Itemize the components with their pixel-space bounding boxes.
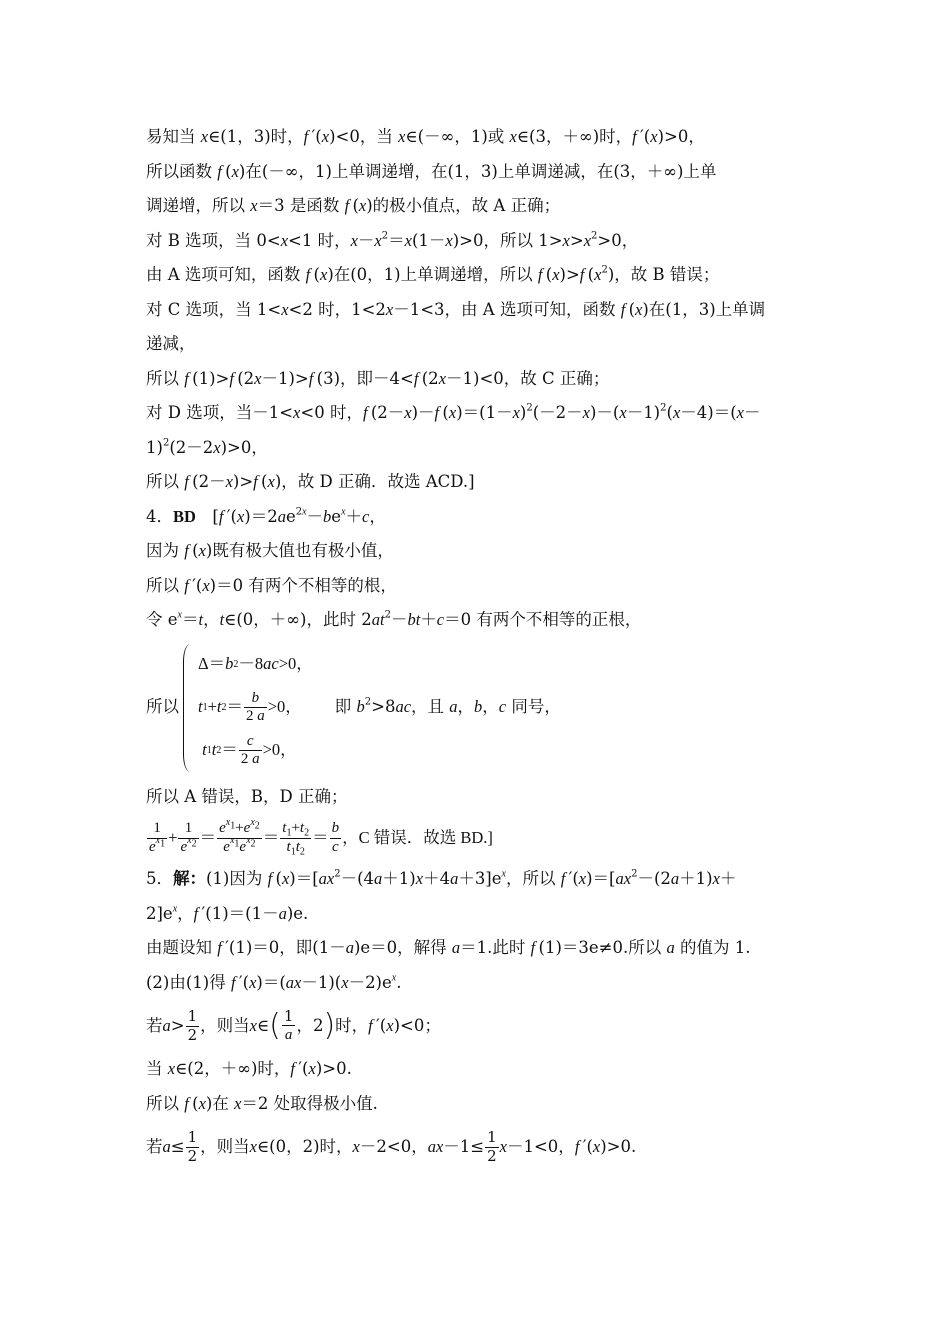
text-line: $2]e^x$，f ′(1)＝(1－a)e. bbox=[146, 903, 309, 923]
fraction-line-tail: ，C 错误．故选 BD.] bbox=[342, 827, 493, 847]
text-line: 递减， bbox=[146, 334, 196, 353]
inequality-system bbox=[146, 644, 811, 772]
question-4-header: 4．BD [f $'(x)=2ae^{2x}-be^x+c$， bbox=[146, 506, 386, 526]
text-line: 由题设知 f ′(1)＝0，即(1－a)e＝0，解得 a＝1.此时 f (1)＝3e≠0.所以 a 的值为 1. bbox=[146, 938, 751, 957]
document-page bbox=[146, 120, 811, 1173]
fraction-line: $\frac{1}{e^{x_1}}$ + $\frac{1}{e^{x_2}}$ ＝ $\frac{e^{x_1}+e^{x_2}}{e^{x_1}e^{x_2}}$ ＝ $\frac{t_1+t_2}{t_1t_2}$ ＝ $\frac{b}{c}$ ，C 错误．故选 BD.] bbox=[149, 816, 493, 857]
text-line: 所以 A 错误，B，D 正确； bbox=[146, 786, 348, 806]
text-line: 所以 f (2－x)>f (x)，故 D 正确．故选 ACD.] bbox=[146, 472, 475, 491]
text-line: 所以 f (1)>f (2x－1)>f (3)，即－4<f (2x－1)<0，故 C 正确； bbox=[146, 368, 610, 388]
solution-label: 解： bbox=[173, 869, 206, 888]
text-line: 由 A 选项可知，函数 f (x)在(0，1)上单调递增，所以 f (x)>f $(x^2)$，故 B 错误； bbox=[146, 264, 720, 284]
text-line: 对 D 选项，当－1<x<0 时，f (2－x)－f $(x)=(1-x)^2(-2-x)-(x-1)^2(x-4)=(x-$ bbox=[146, 402, 761, 422]
discriminant-condition: Δ＝ b 2 －8 ac >0， bbox=[198, 654, 313, 674]
text-line: 因为 f (x)既有极大值也有极小值， bbox=[146, 541, 394, 560]
text-line: 调递增，所以 x＝3 是函数 f (x)的极小值点，故 A 正确； bbox=[146, 196, 561, 215]
question-5-header: 5．解：(1)因为 f $(x)=[ax^2-(4a+1)x+4a+3]e^x$，所以 f $'(x)=[ax^2-(2a+1)x+$ bbox=[146, 868, 737, 888]
text-line: 若 a ≤ $\frac{1}{2}$ ，则当 x ∈(0，2)时， x －2<0， a x －1≤ $\frac{1}{2}$ x －1<0， f ′( x )>0. bbox=[146, 1128, 637, 1165]
text-line: 所以 f (x)在 x＝2 处取得极小值. bbox=[146, 1093, 378, 1113]
text-line: 当 x∈(2，＋∞)时，f ′(x)>0. bbox=[146, 1059, 352, 1078]
product-roots-condition: t 1 t 2 ＝ $\frac{c}{2 a}$ >0， bbox=[202, 732, 297, 767]
text-line: 1)$^2$(2－2x)>0， bbox=[146, 437, 268, 457]
text-line: (2)由(1)得 f $'(x)=(ax-1)(x-2)e^x$. bbox=[146, 972, 402, 992]
text-line: 若 a > $\frac{1}{2}$ ，则当 x ∈ ( $\frac{1}{a}$ ，2 ) 时， f ′( x )<0； bbox=[146, 1006, 441, 1044]
question-number: 4． bbox=[146, 506, 173, 526]
text-line: 易知当 x∈(1，3)时，f ′(x)<0，当 x∈(－∞，1)或 x∈(3，＋∞)时，f ′(x)>0， bbox=[146, 127, 705, 146]
system-equations bbox=[198, 644, 313, 772]
text-line: 所以 f ′(x)＝0 有两个不相等的根， bbox=[146, 575, 397, 595]
answer-label: BD bbox=[173, 506, 196, 526]
text-line: 令 $e^x=t$，t∈(0，＋∞)，此时 $2at^2-bt+c=0$ 有两个不相等的正根， bbox=[146, 609, 642, 629]
sum-roots-condition: t 1 + t 2 ＝ $\frac{b}{2 a}$ >0， bbox=[198, 689, 302, 724]
text-line: 对 B 选项，当 0<x<1 时，$x-x^2=x(1-x)>0$，所以 $1>x>x^2>0$， bbox=[146, 230, 639, 250]
text-line: 所以函数 f (x)在(－∞，1)上单调递增，在(1，3)上单调递减，在(3，＋∞)上单 bbox=[146, 161, 717, 181]
question-number: 5． bbox=[146, 869, 173, 888]
system-conclusion: 即 $b^2>8ac$，且 a，b，c 同号， bbox=[334, 696, 561, 717]
left-brace bbox=[183, 644, 190, 772]
system-lead: 所以 bbox=[146, 697, 179, 717]
text-line: 对 C 选项，当 1<x<2 时，1<2x－1<3，由 A 选项可知，函数 f (x)在(1，3)上单调 bbox=[146, 299, 766, 319]
